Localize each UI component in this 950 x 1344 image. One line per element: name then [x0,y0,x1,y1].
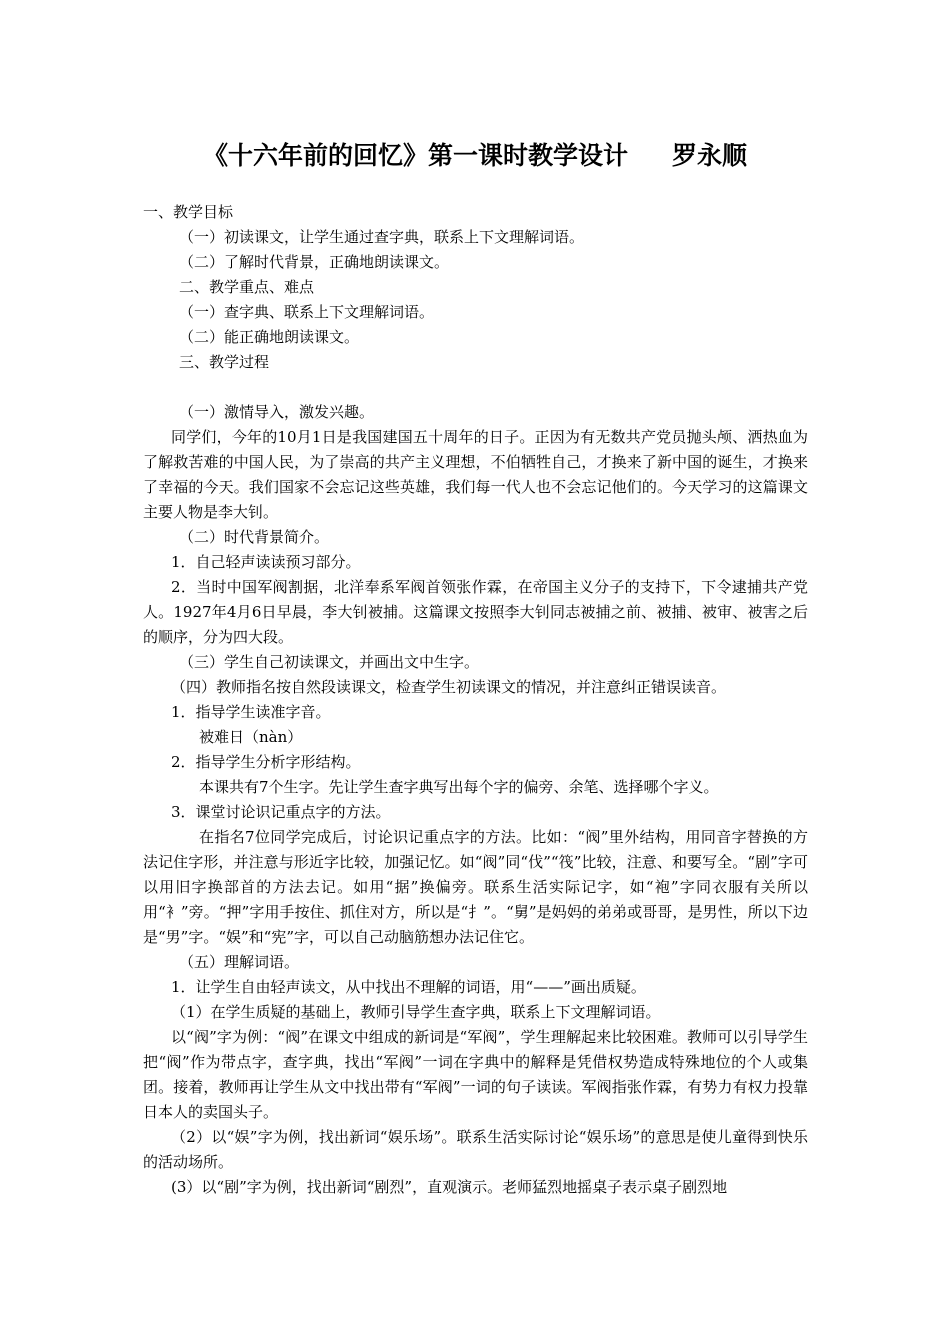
document-body [143,200,808,1200]
paragraph: (3）以“剧”字为例，找出新词“剧烈”，直观演示。老师猛烈地摇桌子表示桌子剧烈地 [171,1178,728,1196]
paragraph: （二）能正确地朗读课文。 [179,328,360,346]
paragraph: （1）在学生质疑的基础上，教师引导学生查字典，联系上下文理解词语。 [171,1003,661,1021]
paragraph: 二、教学重点、难点 [179,278,315,296]
paragraph: （一）激情导入，激发兴趣。 [179,403,375,421]
paragraph: （一）初读课文，让学生通过查字典，联系上下文理解词语。 [179,228,585,246]
paragraph: 2．指导学生分析字形结构。 [171,753,361,771]
paragraph: 一、教学目标 [143,203,234,221]
paragraph: 在指名7位同学完成后，讨论识记重点字的方法。比如：“阀”里外结构，用同音字替换的方法记住字形，并注意与形近字比较，加强记忆。如“阀”同“伐”“筏”比较，注意、和要写全。“剧”字可以用旧字换部首的方法去记。如用“据”换偏旁。联系生活实际记字，如“袍”字同衣服有关所以用“衤”旁。“押”字用手按住、抓住对方，所以是“扌”。“舅”是妈妈的弟弟或哥哥，是男性，所以下边是“男”字。“娱”和“宪”字，可以自己动脑筋想办法记住它。 [143,828,808,946]
paragraph: 3．课堂讨论识记重点字的方法。 [171,803,391,821]
paragraph: （二）时代背景简介。 [179,528,330,546]
paragraph: 1．指导学生读准字音。 [171,703,331,721]
paragraph: （四）教师指名按自然段读课文，检查学生初读课文的情况，并注意纠正错误读音。 [171,678,727,696]
paragraph: （2）以“娱”字为例，找出新词“娱乐场”。联系生活实际讨论“娱乐场”的意思是使儿童得到快乐的活动场所。 [143,1128,808,1171]
paragraph: 以“阀”字为例：“阀”在课文中组成的新词是“军阀”，学生理解起来比较困难。教师可以引导学生把“阀”作为带点字，查字典，找出“军阀”一词在字典中的解释是凭借权势造成特殊地位的个人或集团。接着，教师再让学生从文中找出带有“军阀”一词的句子读读。军阀指张作霖，有势力有权力投靠日本人的卖国头子。 [143,1028,808,1121]
paragraph: （二）了解时代背景，正确地朗读课文。 [179,253,450,271]
paragraph: 同学们，今年的10月1日是我国建国五十周年的日子。正因为有无数共产党员抛头颅、洒热血为了解救苦难的中国人民，为了崇高的共产主义理想，不伯牺牲自己，才换来了新中国的诞生，才换来了幸福的今天。我们国家不会忘记这些英雄，我们每一代人也不会忘记他们的。今天学习的这篇课文主要人物是李大钊。 [143,428,808,521]
paragraph: （三）学生自己初读课文，并画出文中生字。 [179,653,480,671]
paragraph: 1．自己轻声读读预习部分。 [171,553,361,571]
paragraph: 本课共有7个生字。先让学生查字典写出每个字的偏旁、余笔、选择哪个字义。 [199,778,719,796]
paragraph: 被难日（nàn） [199,728,303,746]
paragraph: 2．当时中国军阀割据，北洋奉系军阀首领张作霖，在帝国主义分子的支持下，下令逮捕共产党人。1927年4月6日早晨，李大钊被捕。这篇课文按照李大钊同志被捕之前、被捕、被审、被害之后的顺序，分为四大段。 [143,578,808,646]
paragraph: （五）理解词语。 [179,953,300,971]
paragraph: 1．让学生自由轻声读文，从中找出不理解的词语，用“——”画出质疑。 [171,978,646,996]
author-name: 罗永顺 [672,141,748,170]
paragraph: （一）查字典、联系上下文理解词语。 [179,303,435,321]
document-title [0,136,950,172]
blank-line [143,375,808,400]
paragraph: 三、教学过程 [179,353,270,371]
title-text: 《十六年前的回忆》第一课时教学设计 [202,141,628,170]
